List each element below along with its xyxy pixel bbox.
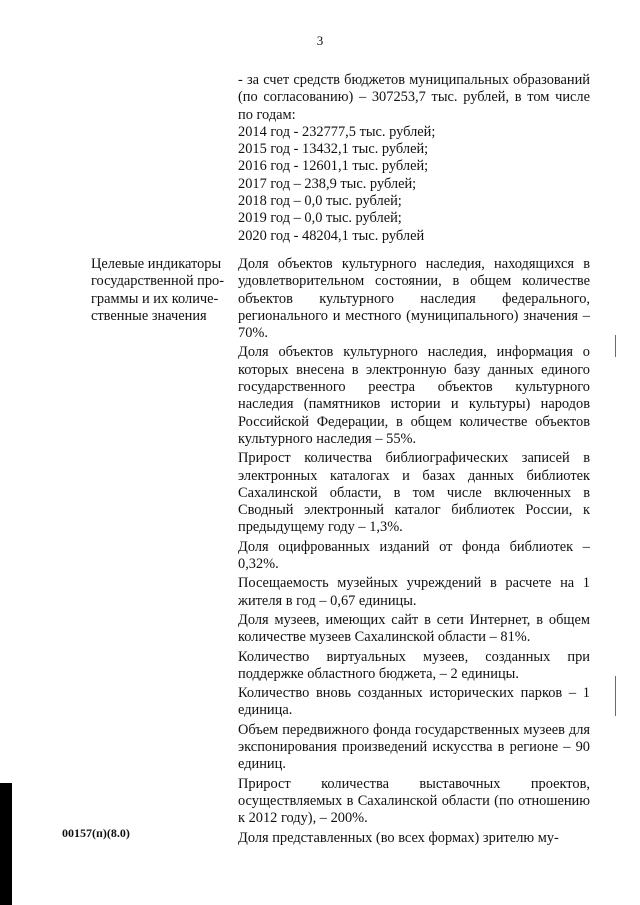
- section-label-line: граммы и их количе-: [91, 290, 219, 307]
- funding-year-line: 2015 год - 13432,1 тыс. рублей;: [238, 141, 429, 158]
- scan-margin-mark: [615, 335, 616, 357]
- scan-margin-mark: [615, 676, 616, 716]
- funding-year-line: 2020 год - 48204,1 тыс. рублей: [238, 227, 425, 244]
- section-label-line: ственные значения: [91, 307, 207, 324]
- funding-year-line: 2014 год - 232777,5 тыс. рублей;: [238, 123, 436, 140]
- funding-year-line: 2017 год – 238,9 тыс. рублей;: [238, 175, 417, 192]
- indicator-paragraph: Доля объектов культурного наследия, информация о которых внесена в электронную базу данных единого государственного реестра объектов культурного наследия (памятников истории и культуры) народов Российской Федерации, в общем количестве объектов культурного наследия – 55%.: [238, 344, 590, 447]
- scan-edge-bar: [0, 783, 12, 905]
- funding-year-line: 2016 год - 12601,1 тыс. рублей;: [238, 158, 429, 175]
- indicator-paragraph: Прирост количества выставочных проектов, осуществляемых в Сахалинской области (по отношению к 2012 году), – 200%.: [238, 775, 590, 827]
- funding-year-line: 2018 год – 0,0 тыс. рублей;: [238, 193, 402, 210]
- funding-year-line: 2019 год – 0,0 тыс. рублей;: [238, 210, 402, 227]
- section-label-line: Целевые индикаторы: [91, 256, 222, 272]
- indicator-paragraph: Доля музеев, имеющих сайт в сети Интернет, в общем количестве музеев Сахалинской области – 81%.: [238, 611, 590, 646]
- indicator-paragraph: Количество вновь созданных исторических парков – 1 единица.: [238, 685, 590, 719]
- indicator-paragraph: Доля представленных (во всех формах) зрителю му-: [238, 829, 559, 846]
- indicator-paragraph: Доля оцифрованных изданий от фонда библиотек – 0,32%.: [238, 538, 590, 573]
- indicators-list: [238, 256, 590, 849]
- funding-intro: - за счет средств бюджетов муниципальных образований (по согласованию) – 307253,7 тыс. рублей, в том числе по годам:: [238, 72, 590, 123]
- indicator-paragraph: Объем передвижного фонда государственных музеев для экспонирования произведений искусства в регионе – 90 единиц.: [238, 721, 590, 773]
- section-label: [91, 256, 231, 325]
- section-label-line: государственной про-: [91, 273, 225, 290]
- page-number: 3: [316, 33, 324, 48]
- funding-block: [238, 72, 590, 245]
- document-code: 00157(п)(8.0): [62, 826, 130, 840]
- indicator-paragraph: Посещаемость музейных учреждений в расчете на 1 жителя в год – 0,67 единицы.: [238, 575, 590, 609]
- indicator-paragraph: Прирост количества библиографических записей в электронных каталогах и базах данных библиотек Сахалинской области, в том числе включенных в Сводный электронный каталог библиотек России, к предыдущему году – 1,3%.: [238, 450, 590, 536]
- indicator-paragraph: Количество виртуальных музеев, созданных при поддержке областного бюджета, – 2 единицы.: [238, 648, 590, 682]
- indicator-paragraph: Доля объектов культурного наследия, находящихся в удовлетворительном состоянии, в общем количестве объектов культурного наследия федерального, регионального и местного (муниципального) значения – 70%.: [238, 256, 590, 342]
